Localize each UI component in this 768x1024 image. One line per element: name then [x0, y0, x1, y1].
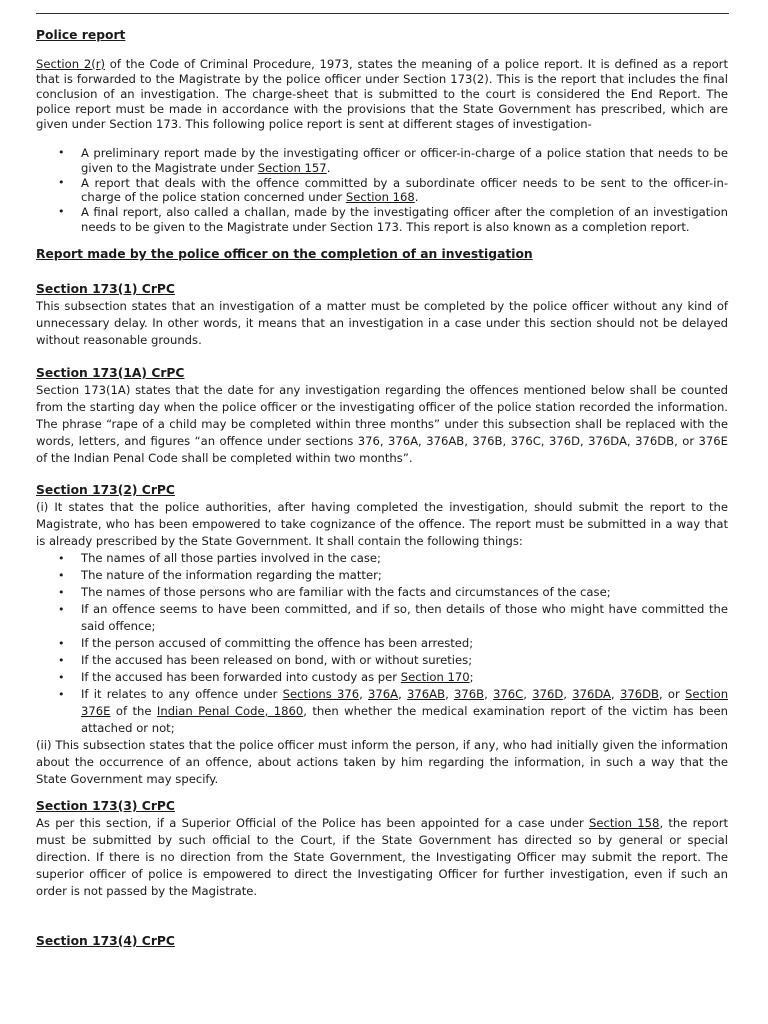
section-text: This subsection states that an investigation of a matter must be completed by the police officer without any kind of unnecessary delay. In other words, it means that an investigation in a case under this section should not be delayed without reasonable grounds. — [36, 298, 728, 347]
list-item: • If the accused has been released on bond, with or without sureties; — [36, 652, 728, 669]
list-item: • If the accused has been forwarded into custody as per Section 170; — [36, 669, 728, 686]
link-section-376e[interactable]: Section 376E — [81, 686, 729, 718]
link-376a[interactable]: 376A — [368, 686, 399, 701]
stages-list — [36, 146, 728, 235]
link-376da[interactable]: 376DA — [572, 686, 611, 701]
contents-list — [36, 550, 728, 737]
section-heading: Section 173(1) CrPC — [36, 281, 175, 296]
link-sections-376[interactable]: Sections 376 — [282, 686, 360, 701]
list-item: • A preliminary report made by the investigating officer or officer-in-charge of a police station that needs to be given to the Magistrate under Section 157. — [36, 146, 728, 176]
link-section-2r[interactable]: Section 2(r) — [36, 57, 106, 71]
section-heading: Section 173(4) CrPC — [36, 933, 175, 948]
section-173-3 — [36, 798, 728, 900]
section-text: Section 173(1A) states that the date for any investigation regarding the offences mentioned below shall be counted from the starting day when the police officer or the investigating officer of the police station recorded the information. The phrase “rape of a child may be completed within three months” under this subsection shall be replaced with the words, letters, and figures “an offence under sections 376, 376A, 376AB, 376B, 376C, 376D, 376DA, 376DB, or 376E of the Indian Penal Code shall be completed within two months”. — [36, 382, 728, 465]
section-173-2 — [36, 482, 728, 788]
link-section-170[interactable]: Section 170 — [400, 669, 470, 684]
section-heading: Section 173(3) CrPC — [36, 798, 175, 813]
link-376ab[interactable]: 376AB — [407, 686, 446, 701]
link-indian-penal-code[interactable]: Indian Penal Code, 1860 — [156, 703, 304, 718]
link-376db[interactable]: 376DB — [619, 686, 659, 701]
list-item: • A final report, also called a challan, made by the investigating officer after the completion of an investigation needs to be given to the Magistrate under Section 173. This report is also known as a completion report. — [36, 205, 728, 235]
link-section-158[interactable]: Section 158 — [589, 815, 660, 830]
completion-heading: Report made by the police officer on the completion of an investigation — [36, 246, 533, 261]
list-item: • The names of those persons who are familiar with the facts and circumstances of the case; — [36, 584, 728, 601]
section-text-ii: (ii) This subsection states that the police officer must inform the person, if any, who had initially given the information about the occurrence of an offence, about actions taken by him regarding the information, in such a way that the State Government may specify. — [36, 737, 728, 786]
section-text-i: (i) It states that the police authorities, after having completed the investigation, should submit the report to the Magistrate, who has been empowered to take cognizance of the offence. The report must be submitted in a way that is already prescribed by the State Government. It shall contain the following things: — [36, 499, 728, 548]
page-title: Police report — [36, 28, 126, 42]
list-item: • The nature of the information regarding the matter; — [36, 567, 728, 584]
list-item: • A report that deals with the offence committed by a subordinate officer needs to be sent to the officer-in-charge of the police station concerned under Section 168. — [36, 176, 728, 206]
section-heading: Section 173(1A) CrPC — [36, 365, 185, 380]
section-173-1a — [36, 365, 728, 467]
link-376b[interactable]: 376B — [454, 686, 485, 701]
section-173-4 — [36, 933, 728, 950]
section-173-1 — [36, 281, 728, 349]
section-text: As per this section, if a Superior Official of the Police has been appointed for a case under Section 158, the report must be submitted by such official to the Court, if the State Government has directed so by general or special direction. If there is no direction from the State Government, the Investigating Officer may submit the report. The superior officer of police is empowered to direct the Investigating Officer for further investigation, even if such an order is not passed by the Magistrate. — [36, 815, 729, 898]
list-item: • If the person accused of committing the offence has been arrested; — [36, 635, 728, 652]
link-section-168[interactable]: Section 168 — [345, 190, 415, 205]
intro-paragraph: Section 2(r) of the Code of Criminal Procedure, 1973, states the meaning of a police report. It is defined as a report that is forwarded to the Magistrate by the police officer under Section 173(2). This is the report that includes the final conclusion of an investigation. The charge-sheet that is submitted to the court is considered the End Report. The police report must be made in accordance with the provisions that the State Government has prescribed, which are given under Section 173. This following police report is sent at different stages of investigation- — [36, 57, 728, 131]
document-page — [36, 27, 728, 950]
list-item: • If an offence seems to have been committed, and if so, then details of those who might have committed the said offence; — [36, 601, 728, 635]
list-item: • The names of all those parties involved in the case; — [36, 550, 728, 567]
link-section-157[interactable]: Section 157 — [257, 160, 327, 175]
section-heading: Section 173(2) CrPC — [36, 482, 175, 497]
link-376d[interactable]: 376D — [532, 686, 564, 701]
top-rule — [36, 13, 729, 14]
link-376c[interactable]: 376C — [493, 686, 524, 701]
list-item: • If it relates to any offence under Sections 376, 376A, 376AB, 376B, 376C, 376D, 376DA, 376DB, or Section 376E of the Indian Penal Code, 1860, then whether the medical examination report of the victim has been attached or not; — [36, 686, 728, 737]
